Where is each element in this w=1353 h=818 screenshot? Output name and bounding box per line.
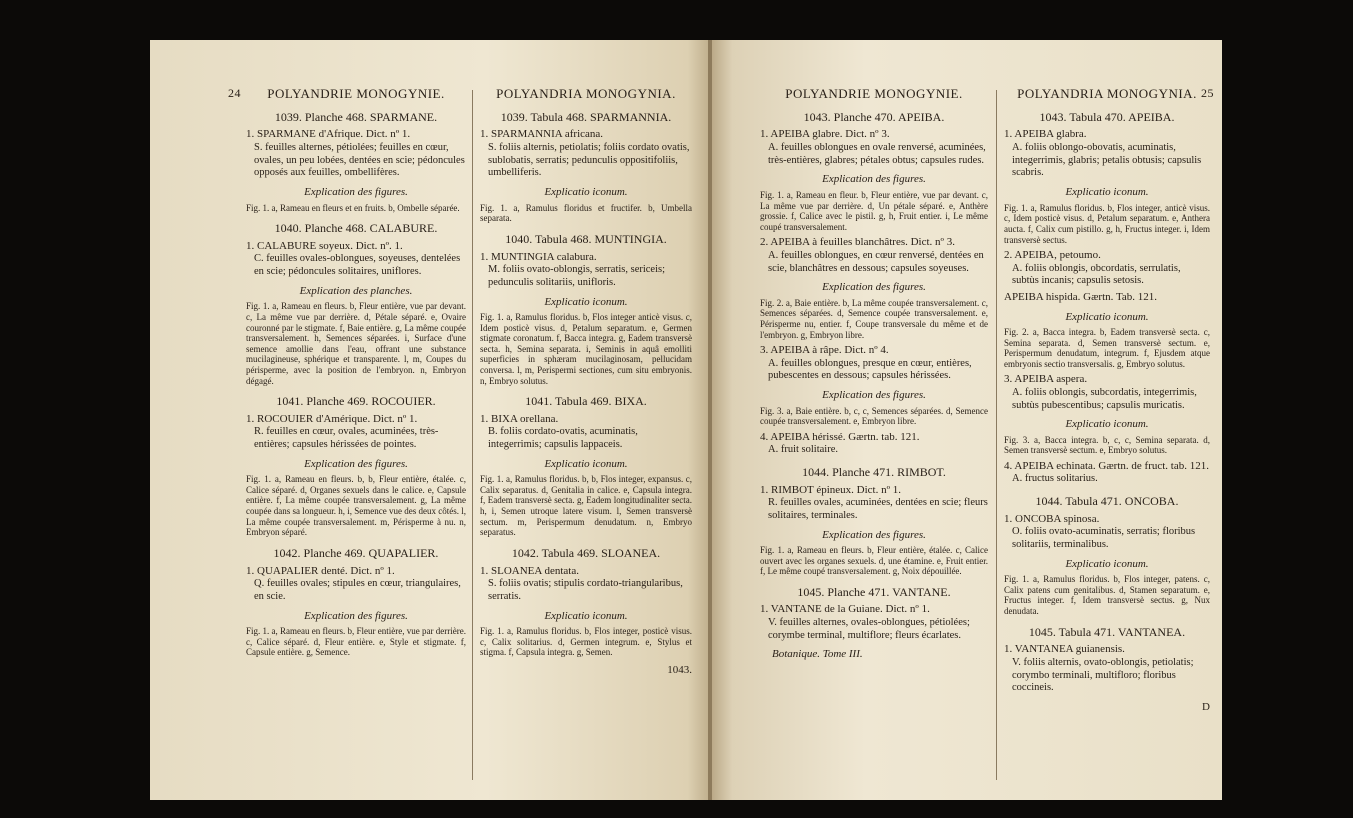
species-entry: 1. BIXA orellana. <box>480 412 559 425</box>
species-description: V. foliis alternis, ovato-oblongis, petiolatis; corymbo terminali, multifloro; floribus coccineis. <box>1012 656 1194 694</box>
entries <box>760 110 988 643</box>
section-heading: 1040. Planche 468. CALABURE. <box>274 221 438 236</box>
species-entry: 2. APEIBA, petoumo. <box>1004 249 1101 262</box>
section-heading: 1045. Planche 471. VANTANE. <box>797 584 951 599</box>
species-description: M. foliis ovato-oblongis, serratis, sericeis; pedunculis solitariis, unifloris. <box>488 263 666 288</box>
species-entry: APEIBA hispida. Gærtn. Tab. 121. <box>1004 291 1158 304</box>
species-description: Q. feuilles ovales; stipules en cœur, triangulaires, en scie. <box>254 577 461 602</box>
explanation-heading: Explication des figures. <box>822 173 926 186</box>
signature-mark: D <box>1202 701 1210 714</box>
species-entry: 1. ONCOBA spinosa. <box>1004 512 1100 525</box>
explanation-heading: Explication des planches. <box>299 284 413 297</box>
species-entry: 1. SPARMANNIA africana. <box>480 128 604 141</box>
species-entry: 1. RIMBOT épineux. Dict. nº 1. <box>760 483 902 496</box>
right-column-french <box>760 86 988 662</box>
figure-legend: Fig. 3. a, Baie entière. b, c, c, Semences séparées. d, Semence coupée transversalement. e, Embryon libre. <box>760 405 988 427</box>
species-description: C. feuilles ovales-oblongues, soyeuses, dentelées en scie; pédoncules solitaires, uniflores. <box>254 253 461 278</box>
figure-legend: Fig. 2. a, Bacca integra. b, Eadem transversè secta. c, Semina separata. d, Semen transversè sectum. e, Perispermum denudatum, integrum. f, Ejusdem atque embryonis sectio transversalis. g, Embryo solutus. <box>1004 326 1210 369</box>
entries <box>246 110 466 658</box>
explanation-heading: Explication des figures. <box>822 281 926 294</box>
explanation-heading: Explicatio iconum. <box>544 295 628 308</box>
section-heading: 1045. Tabula 471. VANTANEA. <box>1028 624 1186 639</box>
explanation-heading: Explicatio iconum. <box>1065 186 1149 199</box>
species-description: V. feuilles alternes, ovales-oblongues, pétiolées; corymbe terminal, multiflore; fleurs écarlates. <box>768 616 970 641</box>
species-description: A. fructus solitarius. <box>1012 473 1098 485</box>
section-heading: 1041. Tabula 469. BIXA. <box>525 394 647 409</box>
explanation-heading: Explicatio iconum. <box>1065 310 1149 323</box>
figure-legend: Fig. 1. a, Rameau en fleurs. b, Fleur entière, étalée. c, Calice ouvert avec les organes sexuels. d, une étamine. e, Fruit entier. f, Le même coupé transversalement. g, Noix dépouillée. <box>760 545 988 577</box>
species-description: S. foliis ovatis; stipulis cordato-triangularibus, serratis. <box>488 577 683 602</box>
species-entry: 1. ROCOUIER d'Amérique. Dict. nº 1. <box>246 412 418 425</box>
left-page <box>150 40 710 800</box>
species-entry: 2. APEIBA à feuilles blanchâtres. Dict. nº 3. <box>760 236 955 249</box>
explanation-heading: Explication des figures. <box>304 457 408 470</box>
species-entry: 1. APEIBA glabra. <box>1004 128 1087 141</box>
species-description: A. foliis oblongis, subcordatis, integerrimis, subtùs pubescentibus; capsulis muricatis. <box>1012 386 1197 411</box>
figure-legend: Fig. 2. a, Baie entière. b, La même coupée transversalement. c, Semences séparées. d, Semence coupée transversalement. e, Périsperme nu, entier. f, Coupe transversale du même et de l'embryon. g, Embryon libre. <box>760 297 988 340</box>
explanation-heading: Explicatio iconum. <box>1065 418 1149 431</box>
section-heading: 1044. Tabula 471. ONCOBA. <box>1035 494 1179 509</box>
explanation-heading: Explication des figures. <box>822 528 926 541</box>
species-entry: 4. APEIBA echinata. Gærtn. de fruct. tab. 121. <box>1004 460 1209 472</box>
left-column-french <box>228 86 466 662</box>
figure-legend: Fig. 1. a, Ramulus floridus. b, b, Flos integer, expansus. c, Calix separatus. d, Genitalia in calice. e, Capsula integra. f, Eadem transversè secta. g, Eadem longitudinaliter secta. h, i, Semen utroque latere visum. l, Semen transversè sectum. m, Perispermum denudatum. n, Embryo separatus. <box>480 474 692 538</box>
species-entry: 1. CALABURE soyeux. Dict. nº. 1. <box>246 239 403 252</box>
left-column-latin <box>480 86 692 677</box>
species-entry: 1. SPARMANE d'Afrique. Dict. nº 1. <box>246 128 411 141</box>
figure-legend: Fig. 1. a, Rameau en fleurs. b, Fleur entière, vue par derrière. c, Calice séparé. d, Fleur entière. e, Style et stigmate. f, Capsule entière. g, Semence. <box>246 625 466 658</box>
page-number: 24 <box>228 86 241 100</box>
explanation-heading: Explication des figures. <box>304 609 408 622</box>
running-head-text: POLYANDRIE MONOGYNIE. <box>785 86 963 101</box>
entries <box>480 110 692 658</box>
section-heading: 1043. Tabula 470. APEIBA. <box>1039 109 1175 124</box>
running-head-text: POLYANDRIA MONOGYNIA. <box>496 86 676 101</box>
species-description: O. foliis ovato-acuminatis, serratis; floribus solitariis, terminalibus. <box>1012 526 1196 551</box>
species-entry: 1. APEIBA glabre. Dict. nº 3. <box>760 128 890 141</box>
species-entry: 1. VANTANEA guianensis. <box>1004 643 1125 656</box>
explanation-heading: Explicatio iconum. <box>1065 557 1149 570</box>
species-entry: 1. SLOANEA dentata. <box>480 564 579 577</box>
explanation-heading: Explicatio iconum. <box>544 609 628 622</box>
species-description: A. feuilles oblongues, presque en cœur, entières, pubescentes en dessous; capsules hérissées. <box>768 357 972 382</box>
species-entry: 1. VANTANE de la Guiane. Dict. nº 1. <box>760 603 930 616</box>
column-rule <box>996 90 997 780</box>
figure-legend: Fig. 1. a, Ramulus floridus et fructifer. b, Umbella separata. <box>480 202 692 224</box>
running-head <box>228 86 466 102</box>
running-head <box>760 86 988 102</box>
section-heading: 1039. Tabula 468. SPARMANNIA. <box>500 109 672 124</box>
species-description: R. feuilles ovales, acuminées, dentées en scie; fleurs solitaires, terminales. <box>768 497 988 521</box>
section-heading: 1044. Planche 471. RIMBOT. <box>802 465 946 479</box>
species-entry: 1. QUAPALIER denté. Dict. nº 1. <box>246 564 395 577</box>
species-entry: 3. APEIBA à râpe. Dict. nº 4. <box>760 344 889 357</box>
figure-legend: Fig. 1. a, Ramulus floridus. b, Flos integer anticè visus. c, Idem posticè visus. d, Petalum separatum. e, Germen stigmate coronatum. f, Bacca integra. g, Eadem transversè secta. h, Semina separata. i, Seminis in aquâ emolliti superficies in sphæram mucilaginosam, pellucidam conversa. l, m, Perispermi sectiones, cum situ embryonis. n, Embryo solutus. <box>480 311 692 386</box>
column-rule <box>472 90 473 780</box>
figure-legend: Fig. 1. a, Ramulus floridus. b, Flos integer, posticè visus. c, Calix solitarius. d, Germen integrum. e, Stylus et stigma. f, Capsula integra. g, Semen. <box>480 625 692 658</box>
running-head <box>1004 86 1214 102</box>
figure-legend: Fig. 1. a, Rameau en fleurs. b, Fleur entière, vue par devant. c, La même vue par derrière. d, Pétale séparé. e, Ovaire couronné par le stigmate. f, Baie entière. g, La même coupée transversalement. h, Semences séparées. i, Surface d'une semence amollie dans l'eau, offrant une substance mucilagineuse, sphérique et transparente. l, m, Coupes du périsperme, avec la position de l'embryon. n, Embryon dégagé. <box>246 301 466 386</box>
right-page <box>712 40 1222 800</box>
section-heading: 1041. Planche 469. ROCOUIER. <box>276 394 436 409</box>
catchword: 1043. <box>667 663 692 676</box>
running-head-text: POLYANDRIE MONOGYNIE. <box>267 86 445 101</box>
right-column-latin <box>1004 86 1214 715</box>
section-heading: 1042. Planche 469. QUAPALIER. <box>273 545 439 560</box>
species-description: R. feuilles en cœur, ovales, acuminées, très-entières; capsules hérissées de pointes. <box>254 426 439 451</box>
running-head-text: POLYANDRIA MONOGYNIA. <box>1017 86 1197 101</box>
figure-legend: Fig. 1. a, Ramulus floridus. b, Flos integer, anticè visus. c, Idem posticè visus. d, Petalum separatum. e, Anthera aucta. f, Calix cum pistillo. g, h, Fructus integer. i, Idem transversè sectus. <box>1004 202 1210 245</box>
figure-legend: Fig. 1. a, Rameau en fleur. b, Fleur entière, vue par devant. c, La même vue par derrière. d, Un pétale séparé. e, Anthère grossie. f, Calice avec le pistil. g, h, Fruit entier. i, Le même coupé transversalement. <box>760 189 988 232</box>
species-entry: 3. APEIBA aspera. <box>1004 373 1088 386</box>
explanation-heading: Explication des figures. <box>822 389 926 402</box>
section-heading: 1040. Tabula 468. MUNTINGIA. <box>505 231 667 246</box>
species-description: S. feuilles alternes, pétiolées; feuilles en cœur, ovales, un peu lobées, dentées en scie; pédoncules opposés aux feuilles, ombellifères. <box>254 141 465 179</box>
section-heading: 1039. Planche 468. SPARMANE. <box>274 109 438 124</box>
entries <box>1004 110 1210 695</box>
species-description: A. feuilles oblongues, en cœur renversé, dentées en scie, blanchâtres en dessous; capsules soyeuses. <box>768 249 984 274</box>
species-entry: 4. APEIBA hérissé. Gærtn. tab. 121. <box>760 430 920 443</box>
species-description: A. fruit solitaire. <box>768 444 838 456</box>
page-number: 25 <box>1201 86 1214 100</box>
species-description: B. foliis cordato-ovatis, acuminatis, integerrimis; capsulis lappaceis. <box>488 426 638 451</box>
figure-legend: Fig. 1. a, Ramulus floridus. b, Flos integer, patens. c, Calix patens cum genitalibus. d, Stamen separatum. e, Fructus integer. f, Idem transversè sectus. g, Nux denudata. <box>1004 574 1210 617</box>
explanation-heading: Explicatio iconum. <box>544 457 628 470</box>
species-description: A. feuilles oblongues en ovale renversé, acuminées, très-entières, glabres; pétales obtus; capsules rudes. <box>768 141 986 166</box>
figure-legend: Fig. 1. a, Rameau en fleurs. b, b, Fleur entière, étalée. c, Calice séparé. d, Organes sexuels dans le calice. e, Capsule entière. f, La même coupée transversalement. g, La même coupée dans sa longueur. h, i, Semence vue des deux côtés. l, La même coupée transversalement. m, Périsperme à nu. n, Embryon séparé. <box>246 474 466 538</box>
running-head <box>480 86 692 102</box>
species-description: S. foliis alternis, petiolatis; foliis cordato ovatis, sublobatis, serratis; pedunculis oppositifoliis, umbelliferis. <box>488 141 690 179</box>
species-entry: 1. MUNTINGIA calabura. <box>480 250 597 263</box>
explanation-heading: Explicatio iconum. <box>544 186 628 199</box>
figure-legend: Fig. 1. a, Rameau en fleurs et en fruits. b, Ombelle séparée. <box>246 202 460 213</box>
section-heading: 1043. Planche 470. APEIBA. <box>803 109 945 124</box>
species-description: A. foliis oblongis, obcordatis, serrulatis, subtùs incanis; capsulis setosis. <box>1012 262 1181 287</box>
figure-legend: Fig. 3. a, Bacca integra. b, c, c, Semina separata. d, Semen transversè sectum. e, Embryo solutus. <box>1004 434 1210 456</box>
species-description: A. foliis oblongo-obovatis, acuminatis, integerrimis, glabris; petalis obtusis; capsulis scabris. <box>1012 141 1202 179</box>
footer: Botanique. Tome III. <box>772 648 863 661</box>
explanation-heading: Explication des figures. <box>304 186 408 199</box>
section-heading: 1042. Tabula 469. SLOANEA. <box>511 545 661 560</box>
